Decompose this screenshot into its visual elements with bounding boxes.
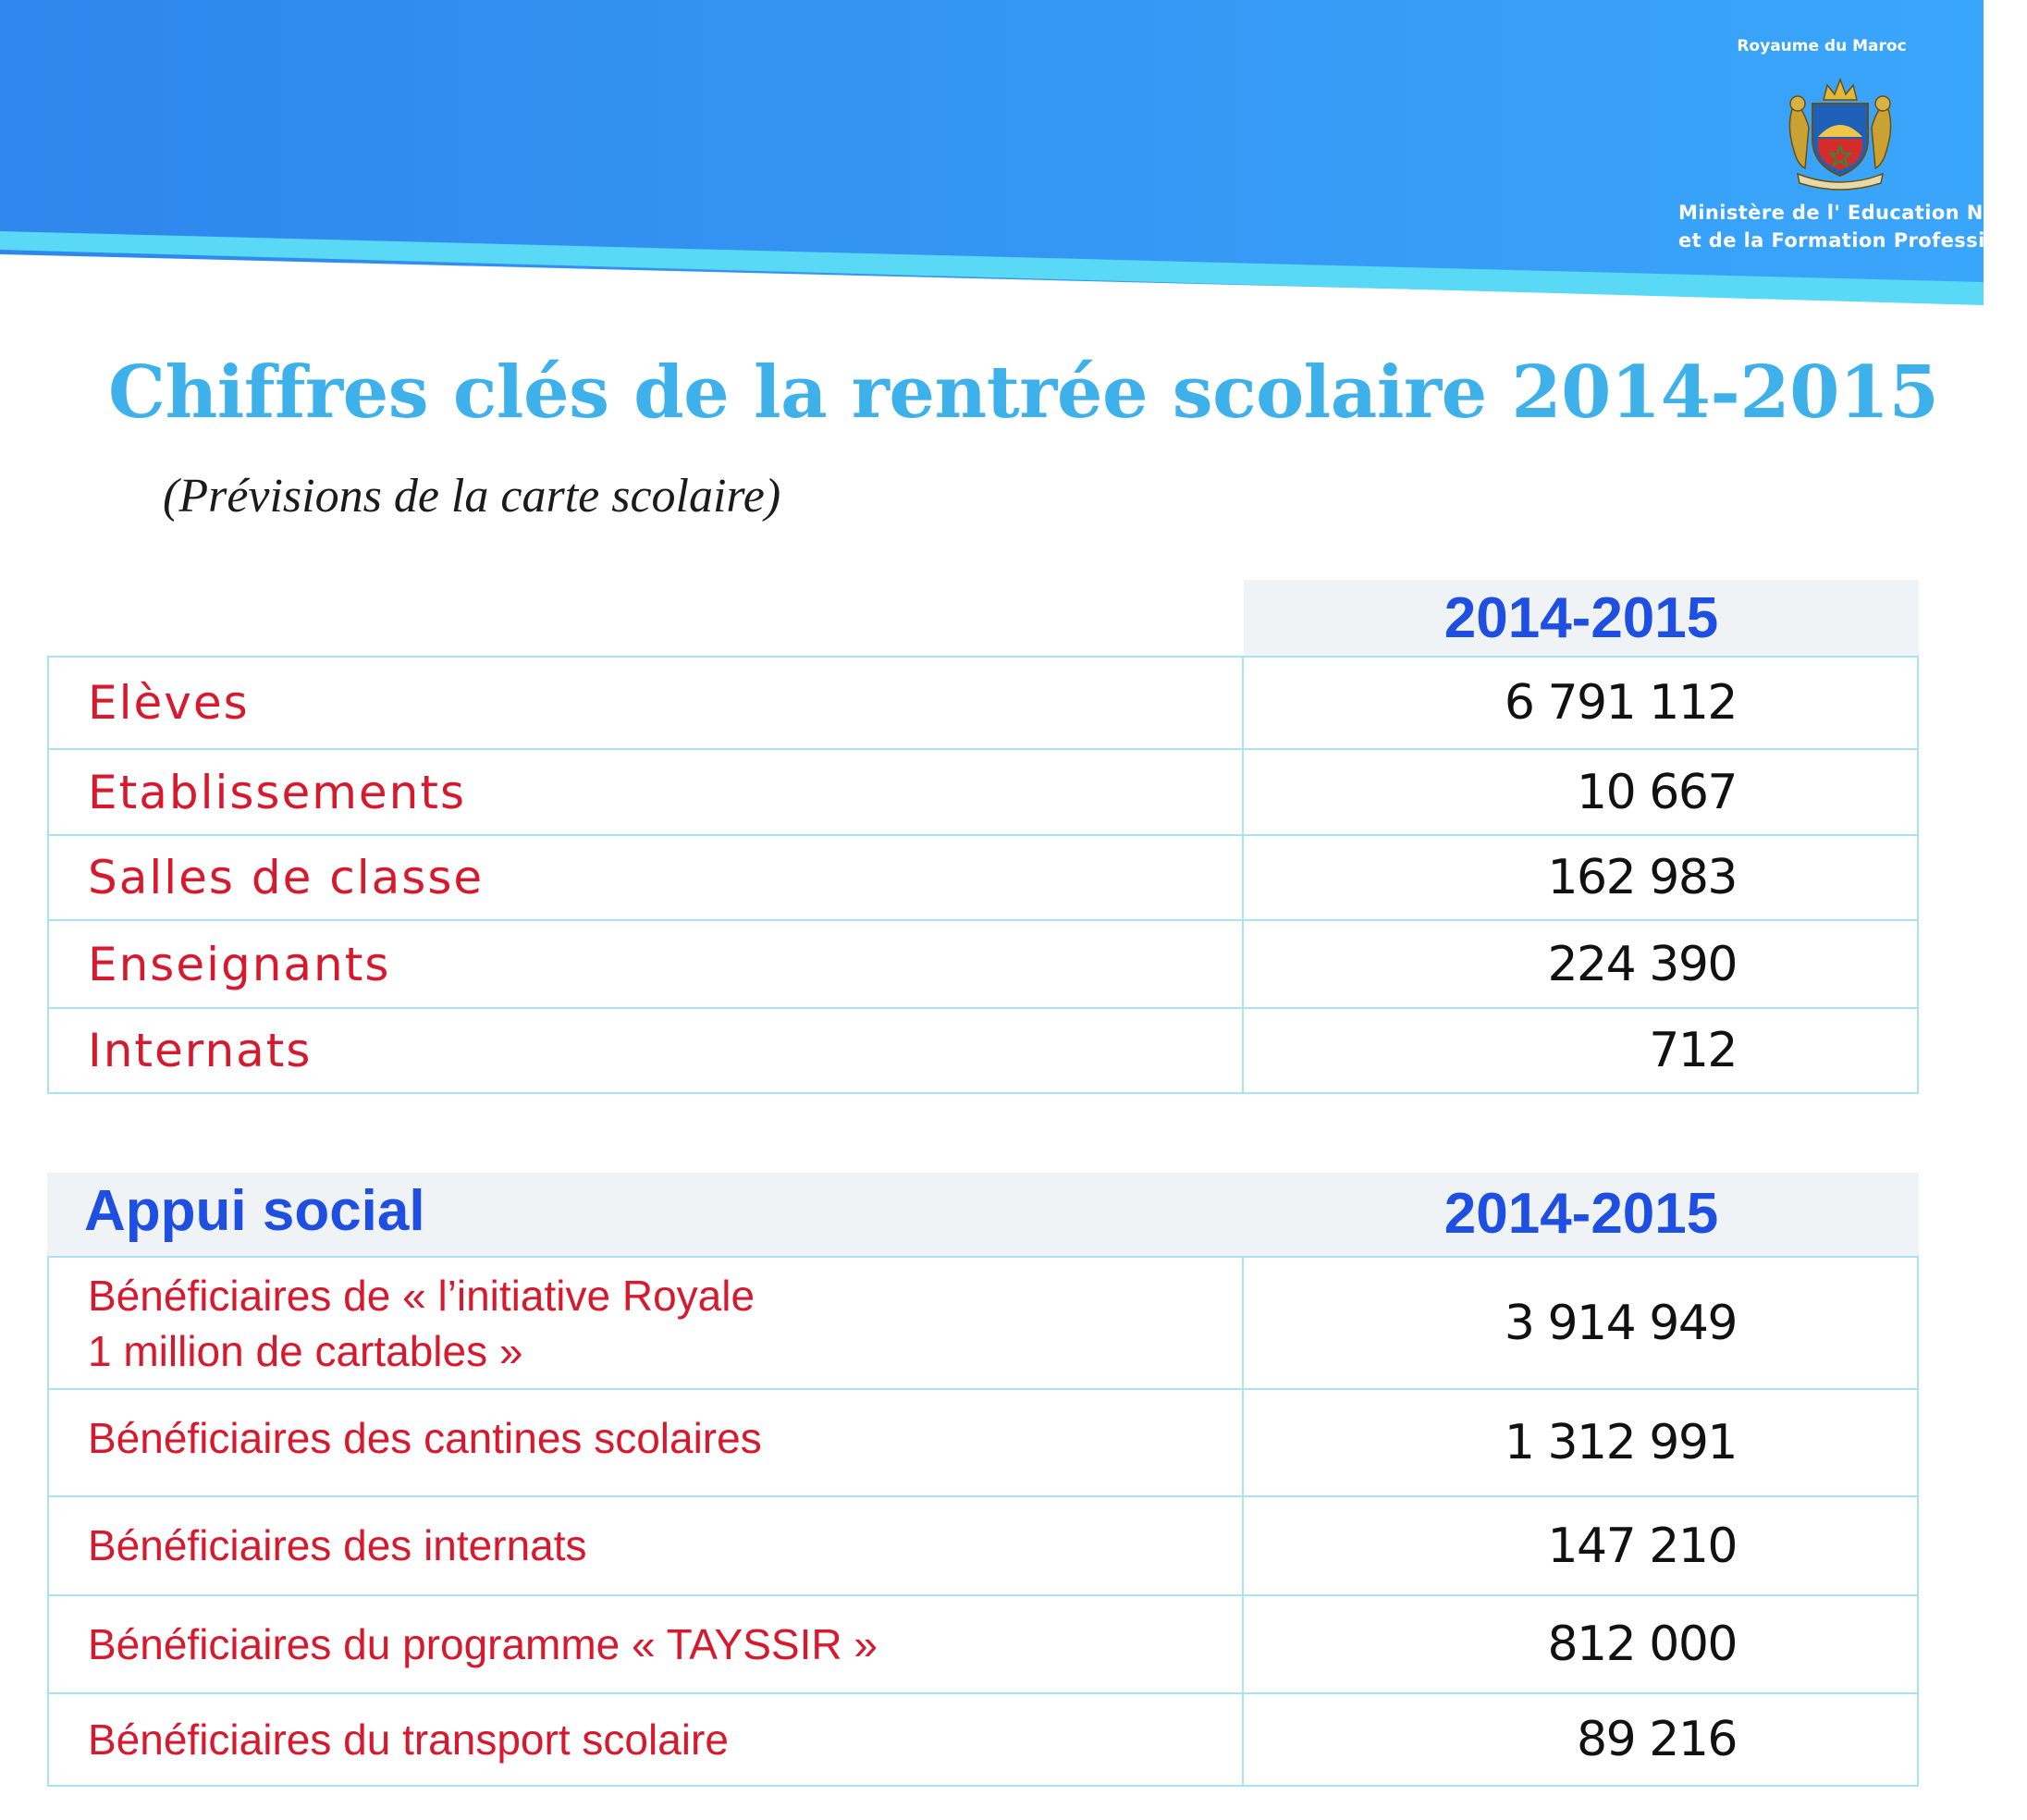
social-support-header: Appui social — [47, 1173, 1244, 1256]
table-header — [47, 580, 1919, 656]
coat-of-arms-icon — [1785, 72, 1896, 192]
row-value: 3 914 949 — [1504, 1295, 1737, 1351]
row-value: 6 791 112 — [1504, 675, 1737, 731]
ministry-line-1: Ministère de l' Education Natio — [1678, 202, 2027, 224]
row-label: Enseignants — [49, 921, 1244, 1007]
ministry-line-2: et de la Formation Professionn — [1678, 229, 2027, 252]
row-label: Internats — [49, 1009, 1244, 1092]
year-column-header: 2014-2015 — [1244, 580, 1919, 656]
ministry-name — [1678, 199, 2027, 254]
table-row — [47, 1694, 1919, 1787]
kingdom-label: Royaume du Maroc — [1737, 37, 1907, 55]
header-background — [0, 0, 1984, 314]
row-value: 712 — [1649, 1023, 1737, 1078]
row-label-line-2: 1 million de cartables » — [88, 1326, 523, 1375]
row-value: 224 390 — [1547, 936, 1737, 992]
row-value: 812 000 — [1547, 1617, 1737, 1672]
table-row — [47, 1390, 1919, 1497]
table-row — [47, 1497, 1919, 1596]
row-label: Salles de classe — [49, 836, 1244, 919]
row-label — [49, 1258, 1244, 1388]
table-row — [47, 1596, 1919, 1694]
row-value: 162 983 — [1547, 850, 1737, 905]
row-label: Etablissements — [49, 750, 1244, 834]
row-label: Bénéficiaires des internats — [49, 1497, 1244, 1594]
table-row — [47, 1256, 1919, 1390]
year-column-header: 2014-2015 — [1244, 1173, 1919, 1256]
page-title: Chiffres clés de la rentrée scolaire 2014-2015 — [108, 350, 1939, 435]
table-row — [47, 921, 1919, 1009]
row-label: Elèves — [49, 658, 1244, 748]
table-row — [47, 836, 1919, 921]
table-row — [47, 656, 1919, 750]
table-row — [47, 1009, 1919, 1094]
row-value: 1 312 991 — [1504, 1415, 1737, 1470]
key-figures-table — [47, 580, 1919, 1094]
social-support-table — [47, 1173, 1919, 1787]
page-subtitle: (Prévisions de la carte scolaire) — [163, 470, 781, 523]
row-label: Bénéficiaires du programme « TAYSSIR » — [49, 1596, 1244, 1692]
table-header — [47, 1173, 1919, 1256]
table-row — [47, 750, 1919, 836]
row-label-line-1: Bénéficiaires de « l’initiative Royale — [88, 1271, 756, 1320]
row-value: 147 210 — [1547, 1518, 1737, 1574]
row-label: Bénéficiaires des cantines scolaires — [49, 1390, 1244, 1495]
row-value: 89 216 — [1577, 1712, 1737, 1767]
row-value: 10 667 — [1577, 764, 1737, 820]
row-label: Bénéficiaires du transport scolaire — [49, 1694, 1244, 1785]
